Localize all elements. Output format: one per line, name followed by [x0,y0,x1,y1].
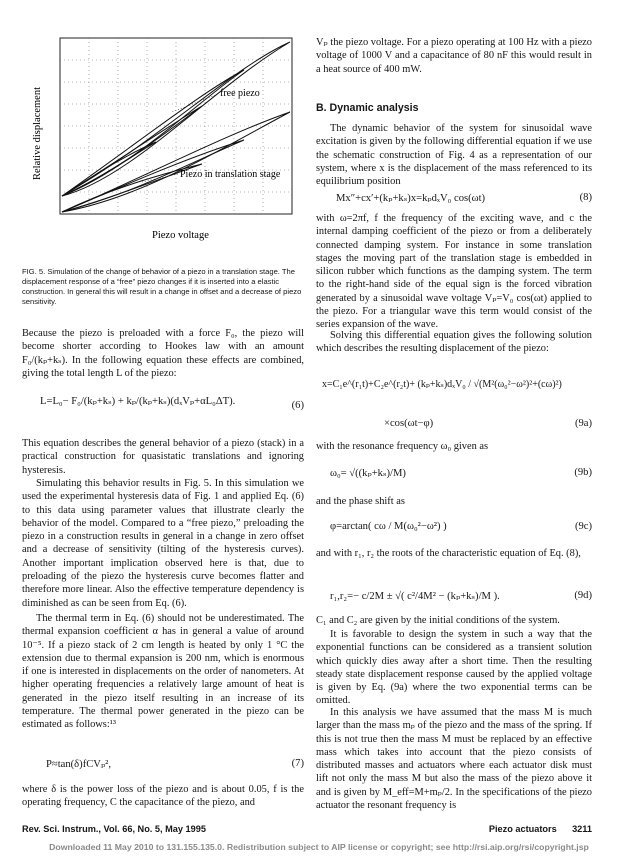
x-axis-label: Piezo voltage [152,230,209,241]
right-paragraph-8: C₁ and C₂ are given by the initial conditions of the system. [316,615,560,626]
equation-9c: φ=arctan( cω / M(ω₀²−ω²) ) [330,521,447,532]
page-footer [22,824,592,834]
hysteresis-plot [22,28,304,250]
left-paragraph-5: where δ is the power loss of the piezo and is about 0.05, f is the operating frequency, C the capacitance of the piezo, and [22,784,304,809]
annotation-free-piezo: free piezo [220,88,260,99]
equation-9d-number: (9d) [574,590,592,601]
equation-6: L=L₀− F₀/(kₚ+kₛ) + kₚ/(kₚ+kₛ)(dₓVₚ+αL₀ΔT). [40,396,236,407]
right-paragraph-10: In this analysis we have assumed that the mass M is much larger than the mass mₚ of the piezo and the mass of the spring. If this is not true then the mass M must be replaced by an effective mass which takes into account that the piezo consists of distributed masses and actuators where each actuator disk must lift not only the mass M but also the mass of the piezo above it and is given by M_eff=M+mₚ/2. In the specifications of the piezo actuator the resonant frequency is [316,707,592,812]
equation-9c-number: (9c) [574,521,592,532]
figure-caption: FIG. 5. Simulation of the change of behavior of a piezo in a translation stage. The displacement response of a “free” piezo changes if it is inserted into a elastic construction. In general this will result in a change in offset and a decrease of piezo sensitivity. [22,267,302,306]
figure-5 [22,28,304,250]
right-paragraph-6: and the phase shift as [316,496,405,507]
right-paragraph-3: with ω=2πf, f the frequency of the exciting wave, and c the internal damping coefficient of the piezo or from a deliberately connected damping system. For instance in some translation stages the moving part of the translation stage is embedded in silicon rubber which functions as the damping system. The term to the right-hand side of the equal sign is the forced vibration generated by a sinusoidal wave voltage Vₚ=V₀ cos(ωt) applied to the piezo. For a triangular wave this term would consist of the series expansion of the wave. [316,213,592,331]
right-paragraph-4: Solving this differential equation gives the following solution which describes the resulting displacement of the piezo: [316,330,592,355]
left-paragraph-3: Simulating this behavior results in Fig. 5. In this simulation we used the experimental hysteresis data of Fig. 1 and applied Eq. (6) to this data using parameter values that illustrate clearly the behavior of the model. Compared to a “free piezo,” preloading the piezo in a construction results in general in a change in zero offset and a decrease of sensitivity (tilting of the hysteresis curves). Another important implication observed here is that, due to preloading of the piezo the hysteresis curve becomes flatter and therefore more linear. Also the effective temperature dependency is diminished as can be seen from Eq. (6). [22,478,304,609]
annotation-translation-stage: Piezo in translation stage [180,169,281,180]
section-heading: B. Dynamic analysis [316,102,419,114]
equation-9a-line-2: ×cos(ωt−φ) [384,418,434,429]
equation-9b: ω₀= √((kₚ+kₛ)/M) [330,468,406,479]
download-notice: Downloaded 11 May 2010 to 131.155.135.0. Redistribution subject to AIP license or copyright; see http://rsi.aip.org/rsi/copyright.jsp [49,842,589,852]
equation-9a-number: (9a) [574,418,592,429]
left-paragraph-1: Because the piezo is preloaded with a force F₀, the piezo will become shorter according to Hookes law with an amount F₀/(kₚ+kₛ). In the following equation these effects are combined, giving the total length L of the piezo: [22,328,304,379]
page-number: 3211 [572,824,592,834]
journal-citation: Rev. Sci. Instrum., Vol. 66, No. 5, May 1995 [22,824,206,834]
right-paragraph-2: The dynamic behavior of the system for sinusoidal wave excitation is given by the following differential equation if we use the schematic construction of Fig. 4 as a representation of our system, where x is the displacement of the mass referenced to its equilibrium position [316,123,592,188]
equation-8: Mx″+cx′+(kₚ+kₛ)x=kₚdₓV₀ cos(ωt) [336,193,486,204]
equation-8-number: (8) [579,192,592,203]
equation-9a-line-1: x=C₁e^(r₁t)+C₂e^(r₂t)+ (kₚ+kₛ)dₓV₀ / √(M²(ω₀²−ω²)²+(cω)²) [322,379,562,390]
left-paragraph-4: The thermal term in Eq. (6) should not be underestimated. The thermal expansion coefficient α has in general a value of around 10⁻⁵. If a piezo stack of 2 cm length is heated by only 1 °C the extension due to thermal expansion is 200 nm, which is enormous if one is interested in displacements on the order of nanometers. At higher operating frequencies a relatively large amount of heat is generated in the piezo itself resulting in an increase of its temperature. The thermal power generated in the piezo can be estimated as follows:¹³ [22,613,304,731]
equation-9d: r₁,r₂=− c/2M ± √( c²/4M² − (kₚ+kₛ)/M ). [330,591,500,602]
equation-7-number: (7) [291,758,304,769]
equation-6-number: (6) [291,400,304,411]
plot-grid [60,38,292,214]
equation-9b-number: (9b) [574,467,592,478]
right-paragraph-5: with the resonance frequency ω₀ given as [316,441,489,452]
right-paragraph-7: and with r₁, r₂ the roots of the characteristic equation of Eq. (8), [316,548,581,559]
equation-7: P≈tan(δ)fCVₚ², [46,759,112,770]
right-paragraph-1: Vₚ the piezo voltage. For a piezo operating at 100 Hz with a piezo voltage of 1000 V and a capacitance of 80 nF this would result in a heat source of 400 mW. [316,37,592,75]
left-paragraph-2: This equation describes the general behavior of a piezo (stack) in a practical construction for quasistatic translations and ignoring hysteresis. [22,438,304,476]
right-paragraph-9: It is favorable to design the system in such a way that the exponential functions can be considered as a transient solution which quickly dies away after a short time. Then the resulting steady state displacement response caused by the applied voltage is given by Eq. (9a) where the two exponential terms can be omitted. [316,629,592,707]
y-axis-label: Relative displacement [32,86,43,180]
section-name: Piezo actuators [488,824,557,834]
